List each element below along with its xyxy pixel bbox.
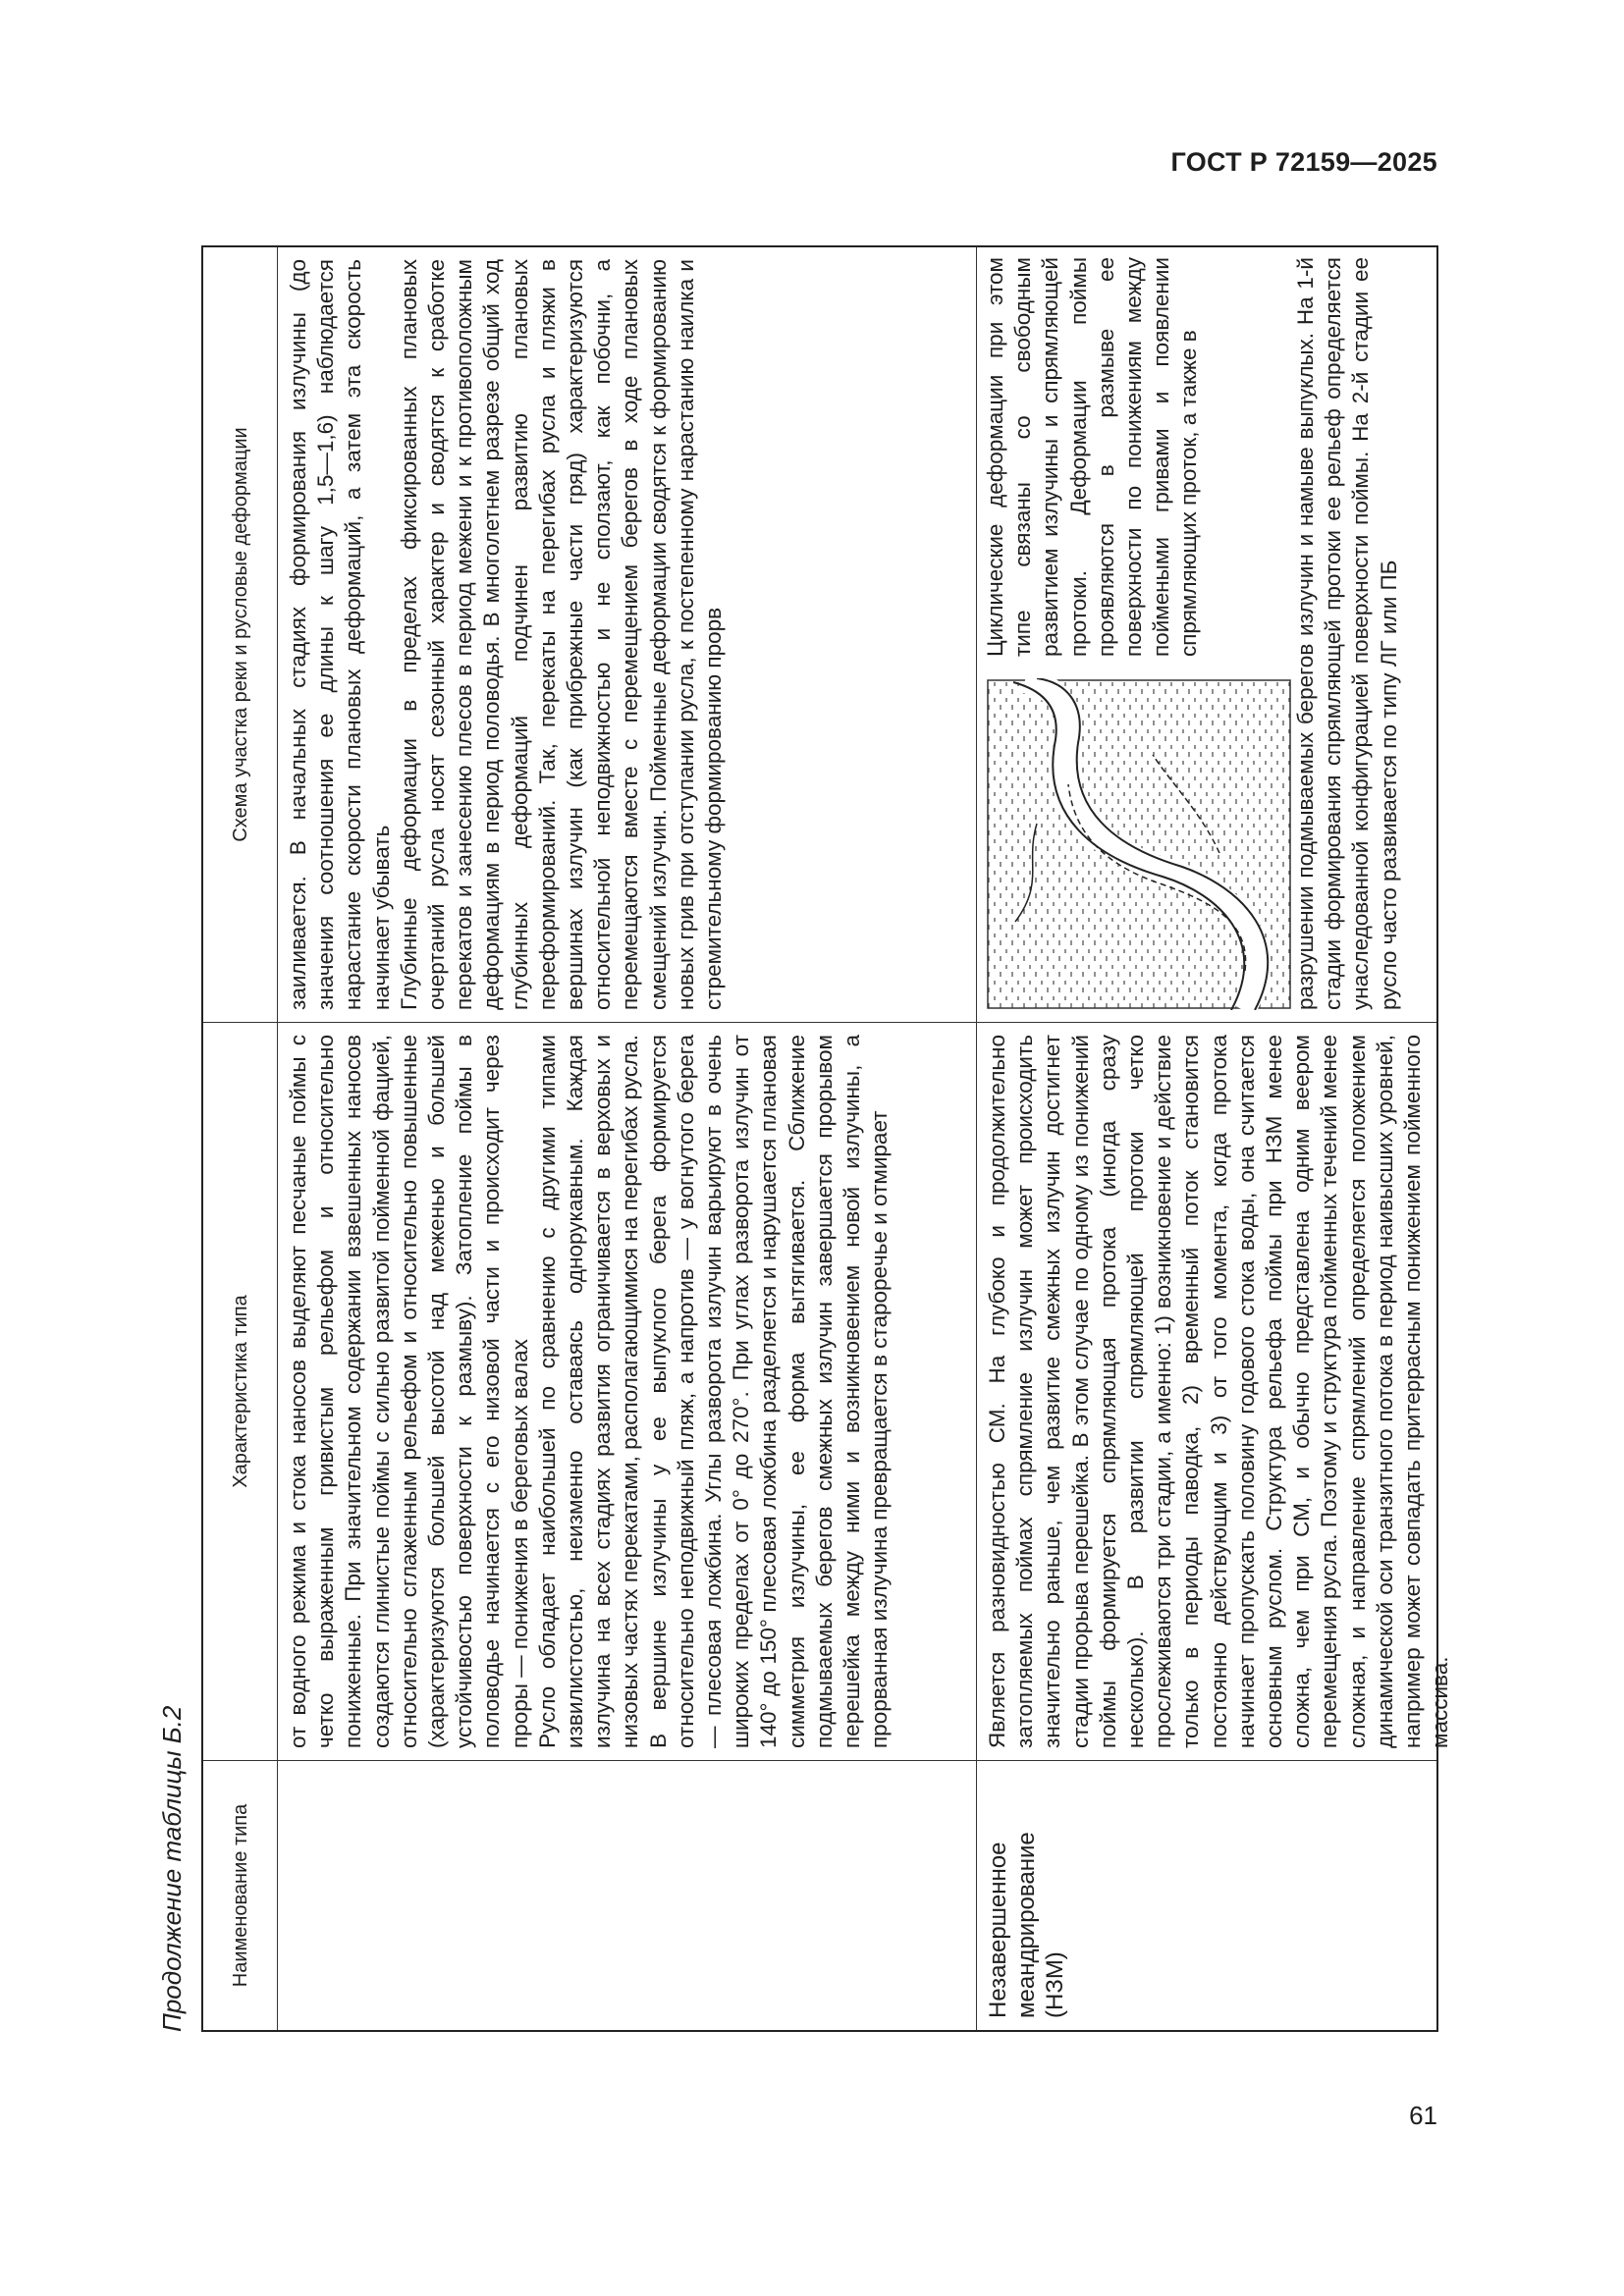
row-characteristic (976, 1022, 1453, 1760)
schema-text: разрушении подмываемых берегов излучин и намыве выпуклых. На 1-й стадии формирования спрямляющей протоки ее рельеф определяется унаследованной конфигурацией поверхности поймы. На 2-й стадии ее русло часто развивается по типу ЛГ или ПБ (1293, 257, 1401, 1010)
table-caption: Продолжение таблицы Б.2 (157, 1705, 187, 2032)
standard-number: ГОСТ Р 72159—2025 (1170, 147, 1437, 177)
characteristic-text: Является разновидностью СМ. На глубоко и продолжительно затопляемых поймах спрямление излучин может происходить значительно раньше, чем развитие смежных излучин достигнет стадии прорыва перешейка. В этом случае по одному из понижений поймы формируется спрямляющая протока (иногда сразу несколько). В развитии спрямляющей протоки четко прослеживаются три стадии, а именно: 1) возникновение и действие только в периоды паводка, 2) временный поток становится постоянно действующим и 3) от того момента, когда протока начинает пропускать половину годового стока воды, она считается основным руслом. Структура рельефа поймы при НЗМ менее сложна, чем при СМ, и обычно представлена одним веером перемещения русла. Поэтому и структура пойменных течений менее сложная, и направление спрямлений определяется положением динамической оси транзитного потока в период наивысших уровней, например может совпадать притеррасным понижением пойменного массива. (985, 1035, 1453, 1748)
schema-text: заиливается. В начальных стадиях формирования излучины (до значения соотношения ее длины к шагу 1,5—1,6) наблюдается нарастание скорости плановых деформаций, а затем эта скорость начинает убывать Глубинные деформации в пределах фиксированных плановых очертаний русла носят сезонный характер и сводятся к сработке перекатов и занесению плесов в период межени и к противоположным деформациям в период половодья. В многолетнем разрезе общий ход глубинных деформаций подчинен развитию плановых переформирований. Так, перекаты на перегибах русла и пляжи в вершинах излучин (как прибрежные части гряд) характеризуются относительной неподвижностью и не сползают, как побочни, а перемещаются вместе с перемещением берегов в ходе плановых смещений излучин. Пойменные деформации сводятся к формированию новых грив при отступании русла, к постепенному нарастанию наилка и стремительному формированию прорв (286, 259, 727, 1010)
table-row (277, 247, 977, 2030)
row-characteristic (277, 1022, 976, 1760)
header-characteristic: Характеристика типа (203, 1022, 277, 1760)
river-meander-diagram (986, 678, 1292, 1010)
rotated-table-area (157, 236, 1453, 2042)
header-schema: Схема участка реки и русловые деформации (229, 427, 251, 842)
table-row (976, 247, 1453, 2030)
row-name (277, 1760, 976, 2030)
page-number: 61 (1409, 2101, 1437, 2130)
schema-side-text: Циклические деформации при этом типе связаны со свободным развитием излучины и спрямляющей протоки. Деформации поймы проявляются в размыве ее поверхности по понижениям между поймеными гривами и появлении спрямляющих проток, а также в (983, 257, 1202, 657)
row-schema (277, 247, 976, 1022)
row-schema (976, 247, 1436, 1022)
characteristic-text: от водного режима и стока наносов выделяют песчаные поймы с четко выраженным гривистым рельефом и относительно пониженные. При значительном содержании взвешенных наносов создаются глинистые поймы с сильно развитой пойменной фацией, относительно сглаженным рельефом и относительно повышенные (характеризуются большей высотой над меженью и большей устойчивостью поверхности к размыву). Затопление поймы в половодье начинается с его низовой части и происходит через проры — понижения в береговых валах Русло обладает наибольшей по сравнению с другими типами извилистостью, неизменно оставаясь однорукавным. Каждая излучина на всех стадиях развития ограничивается в верховых и низовых частях перекатами, располагающимися на перегибах русла. В вершине излучины у ее выпуклого берега формируется относительно неподвижный пляж, а напротив — у вогнутого берега — плесовая ложбина. Углы разворота излучин варьируют в очень широких пределах от 0° до 270°. При углах разворота излучин от 140° до 150° плесовая ложбина разделяется и нарушается плановая симметрия излучины, ее форма вытягивается. Сближение подмываемых берегов смежных излучин завершается прорывом перешейка между ними и возникновением новой излучины, а прорванная излучина превращается в старорeчье и отмирает (286, 1035, 893, 1748)
table (201, 245, 1453, 2032)
row-name: Незавершенное меандрирование (НЗМ) (976, 1760, 1436, 2030)
header-name: Наименование типа (203, 1760, 277, 2030)
table-header-row (203, 247, 278, 2030)
